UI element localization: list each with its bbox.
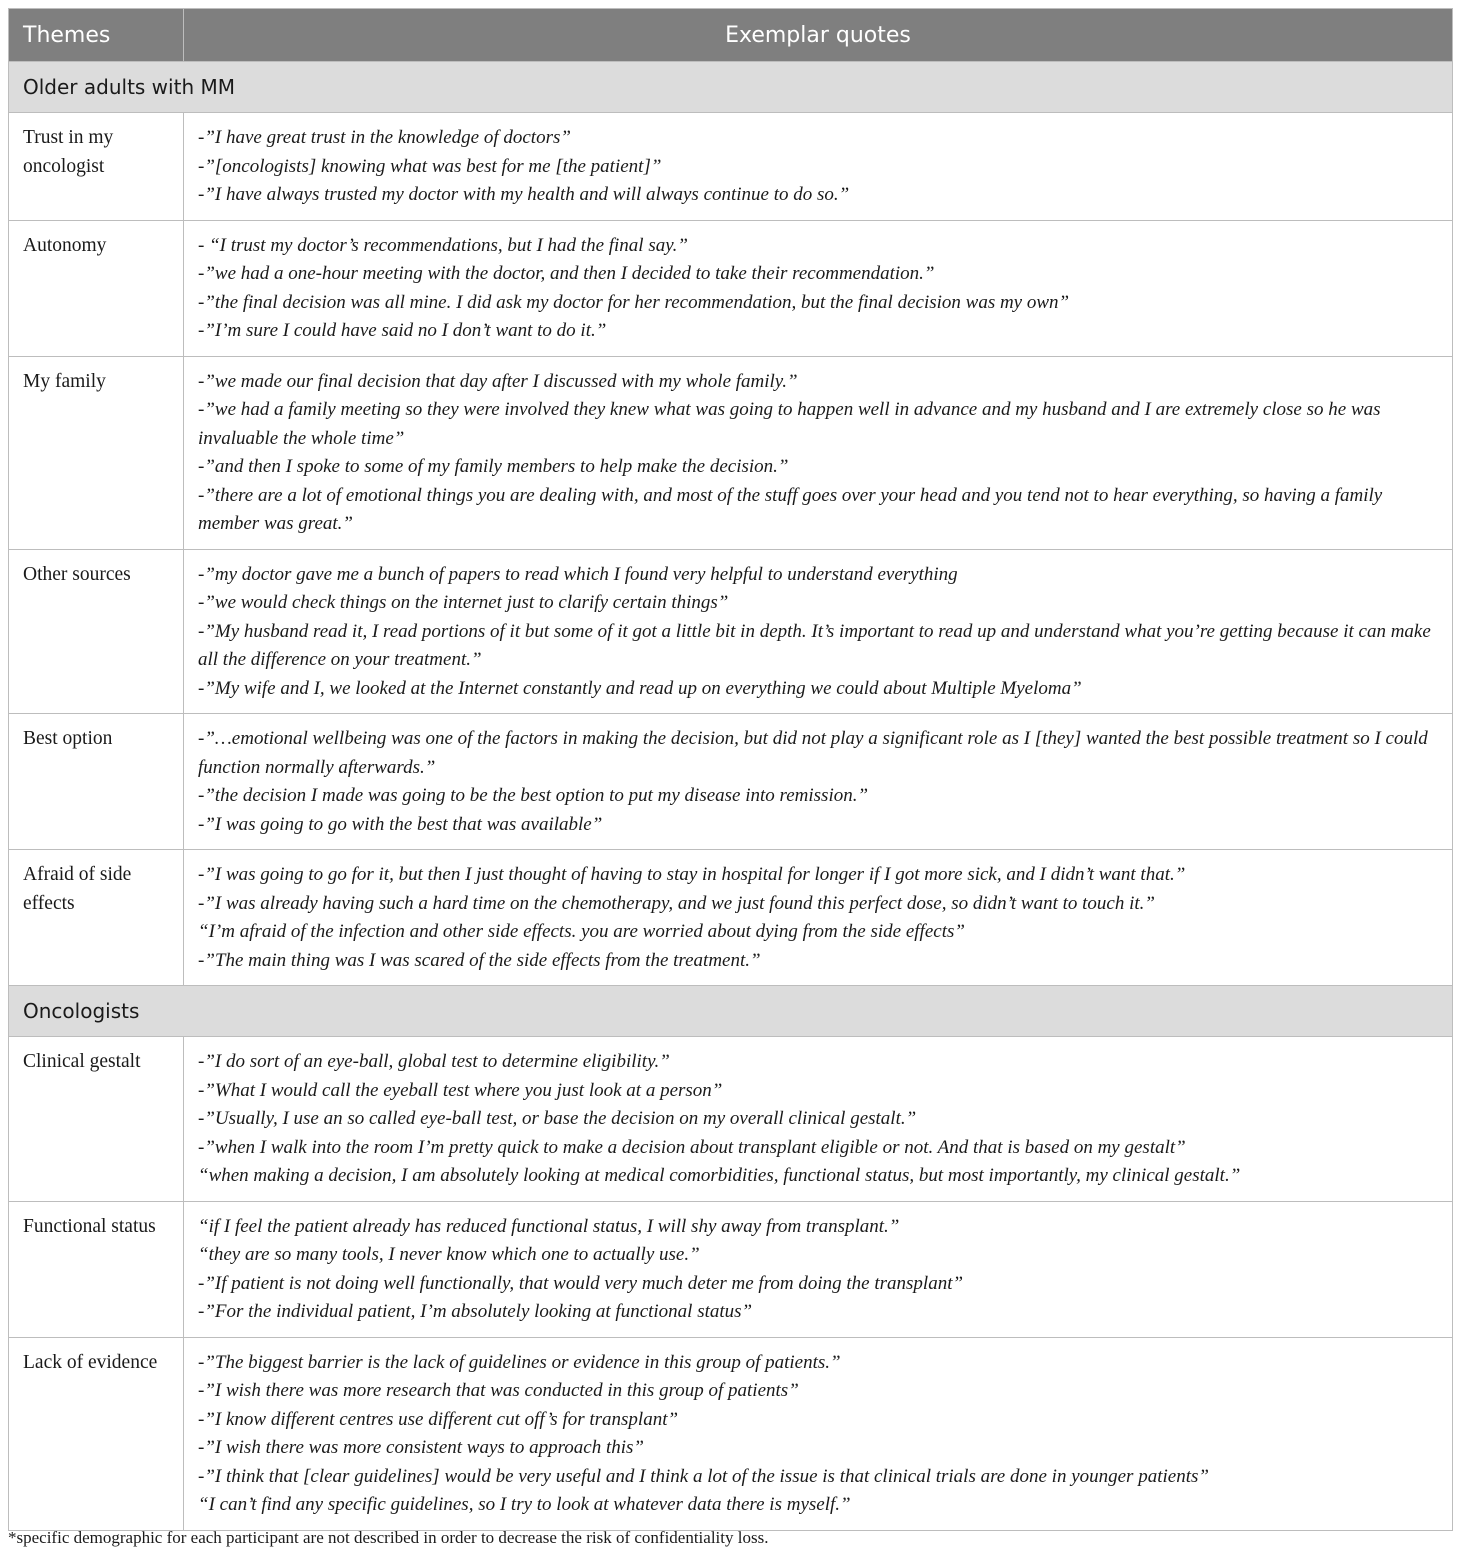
quote-line: -”I was already having such a hard time on the chemotherapy, and we just found this perfect dose, so didn’t want to touch it.”: [198, 892, 1155, 914]
quote-line: -”we would check things on the internet just to clarify certain things”: [198, 592, 729, 613]
quote-line: -”I have great trust in the knowledge of doctors”: [198, 127, 571, 148]
quote-line: -”my doctor gave me a bunch of papers to read which I found very helpful to understand everything: [198, 563, 958, 585]
quotes-cell: [184, 549, 1453, 714]
quote-line: -”I have always trusted my doctor with my health and will always continue to do so.”: [198, 184, 850, 205]
quotes-cell: [184, 1201, 1453, 1337]
quotes-cell: [184, 356, 1453, 549]
table-row: [9, 1037, 1453, 1202]
quote-line: -”when I walk into the room I’m pretty quick to make a decision about transplant eligible or not. And that is based on my gestalt”: [198, 1136, 1186, 1158]
quote-line: -”My wife and I, we looked at the Internet constantly and read up on everything we could about Multiple Myeloma”: [198, 677, 1082, 699]
quote-line: “if I feel the patient already has reduced functional status, I will shy away from transplant.”: [198, 1215, 900, 1237]
quote-line: -”Usually, I use an so called eye-ball test, or base the decision on my overall clinical gestalt.”: [198, 1108, 917, 1129]
quotes-cell: [184, 1337, 1453, 1530]
table-row: [9, 356, 1453, 549]
table-footnote: *specific demographic for each participant are not described in order to decrease the risk of confidentiality loss.: [8, 1528, 769, 1547]
header-themes: Themes: [9, 9, 184, 62]
table-row: [9, 549, 1453, 714]
quote-line: -”I was going to go for it, but then I just thought of having to stay in hospital for longer if I got more sick, and I didn’t want that.”: [198, 864, 1186, 885]
quote-line: - “I trust my doctor’s recommendations, but I had the final say.”: [198, 234, 688, 256]
quotes-cell: [184, 220, 1453, 356]
theme-cell: Clinical gestalt: [9, 1037, 184, 1202]
quote-line: -”we had a one-hour meeting with the doctor, and then I decided to take their recommendation.”: [198, 263, 935, 284]
table-row: [9, 113, 1453, 221]
quote-line: “I’m afraid of the infection and other side effects. you are worried about dying from the side effects”: [198, 921, 965, 942]
section-title: Older adults with MM: [9, 62, 1453, 113]
quote-line: -”I wish there was more research that was conducted in this group of patients”: [198, 1380, 799, 1401]
quote-line: -”we made our final decision that day after I discussed with my whole family.”: [198, 370, 798, 392]
table-body: [9, 62, 1453, 1531]
theme-cell: Autonomy: [9, 220, 184, 356]
quote-line: -”I wish there was more consistent ways to approach this”: [198, 1437, 644, 1458]
quote-line: -”For the individual patient, I’m absolutely looking at functional status”: [198, 1301, 753, 1322]
quote-line: -”I do sort of an eye-ball, global test to determine eligibility.”: [198, 1051, 670, 1072]
theme-cell: My family: [9, 356, 184, 549]
themes-quotes-table: [8, 8, 1453, 1531]
quotes-cell: [184, 714, 1453, 850]
table-row: [9, 1201, 1453, 1337]
quote-line: -”the final decision was all mine. I did ask my doctor for her recommendation, but the final decision was my own”: [198, 291, 1070, 313]
quote-line: -”there are a lot of emotional things you are dealing with, and most of the stuff goes over your head and you tend not to hear everything, so having a family member was great.”: [198, 484, 1383, 534]
table-row: [9, 1337, 1453, 1530]
themes-table-container: [8, 8, 1452, 1531]
table-header-row: [9, 9, 1453, 62]
theme-cell: Functional status: [9, 1201, 184, 1337]
quote-line: -”The main thing was I was scared of the side effects from the treatment.”: [198, 949, 761, 971]
quote-line: -”the decision I made was going to be the best option to put my disease into remission.”: [198, 785, 869, 806]
quotes-cell: [184, 850, 1453, 986]
section-row: [9, 62, 1453, 113]
header-exemplar-quotes: Exemplar quotes: [184, 9, 1453, 62]
quote-line: “they are so many tools, I never know which one to actually use.”: [198, 1244, 700, 1265]
theme-cell: Lack of evidence: [9, 1337, 184, 1530]
quote-line: -”What I would call the eyeball test where you just look at a person”: [198, 1079, 723, 1101]
section-row: [9, 986, 1453, 1037]
quote-line: -”and then I spoke to some of my family members to help make the decision.”: [198, 456, 789, 477]
theme-cell: Other sources: [9, 549, 184, 714]
theme-cell: Trust in my oncologist: [9, 113, 184, 221]
table-row: [9, 220, 1453, 356]
quotes-cell: [184, 1037, 1453, 1202]
quote-line: “I can’t find any specific guidelines, so I try to look at whatever data there is myself.”: [198, 1494, 851, 1515]
quote-line: -”I think that [clear guidelines] would be very useful and I think a lot of the issue is that clinical trials are done in younger patients”: [198, 1465, 1209, 1487]
quotes-cell: [184, 113, 1453, 221]
section-title: Oncologists: [9, 986, 1453, 1037]
theme-cell: Afraid of side effects: [9, 850, 184, 986]
quote-line: -”…emotional wellbeing was one of the factors in making the decision, but did not play a significant role as I [they] wanted the best possible treatment so I could function normally afterwards.”: [198, 728, 1428, 778]
quote-line: -”My husband read it, I read portions of it but some of it got a little bit in depth. It’s important to read up and understand what you’re getting because it can make all the difference on your treatment.”: [198, 620, 1431, 670]
quote-line: -”[oncologists] knowing what was best for me [the patient]”: [198, 155, 662, 177]
quote-line: -”I know different centres use different cut off’s for transplant”: [198, 1408, 679, 1430]
quote-line: -”I’m sure I could have said no I don’t want to do it.”: [198, 320, 607, 341]
table-row: [9, 850, 1453, 986]
quote-line: -”The biggest barrier is the lack of guidelines or evidence in this group of patients.”: [198, 1351, 841, 1373]
theme-cell: Best option: [9, 714, 184, 850]
table-row: [9, 714, 1453, 850]
quote-line: -”If patient is not doing well functionally, that would very much deter me from doing the transplant”: [198, 1272, 964, 1294]
quote-line: -”I was going to go with the best that was available”: [198, 813, 603, 835]
quote-line: “when making a decision, I am absolutely looking at medical comorbidities, functional status, but most importantly, my clinical gestalt.”: [198, 1165, 1241, 1186]
quote-line: -”we had a family meeting so they were involved they knew what was going to happen well in advance and my husband and I are extremely close so he was invaluable the whole time”: [198, 399, 1381, 449]
